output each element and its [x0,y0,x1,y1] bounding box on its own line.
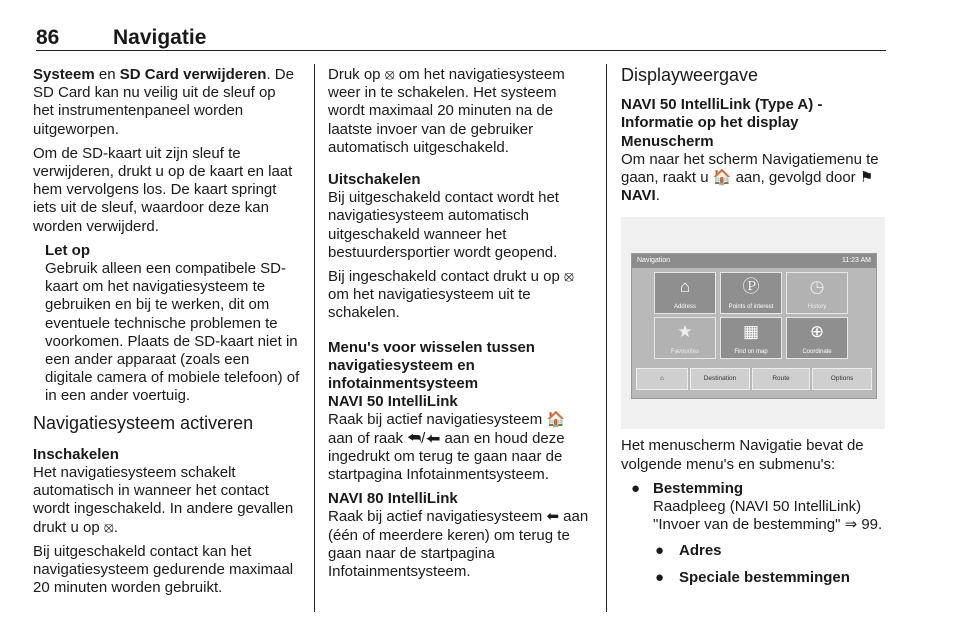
page-number: 86 [36,26,60,49]
tile-label: Find on map [734,349,768,356]
home-button[interactable] [636,368,688,390]
screen-time: 11:23 AM [841,257,871,265]
section-subheading: Menu's voor wisselen tussen navigatiesysteem en infotainmentsysteem [328,338,535,393]
paragraph: Om de SD-kaart uit zijn sleuf te verwijderen, drukt u op de kaart en laat hem vervolgens los. De kaart springt iets uit de sleuf, waardoor deze kan worden verwijderd. [33,144,293,235]
note-title: Let op [45,241,90,259]
tile-label: Favourites [670,349,699,356]
screen [631,253,877,399]
text: . [655,187,660,205]
menu-term: Systeem [33,66,95,83]
subheading: NAVI 50 IntelliLink (Type A) - Informatie op het display [621,96,823,132]
section-heading: Displayweergave [621,65,759,85]
paragraph: Het menuscherm Navigatie bevat de volgende menu's en submenu's: [621,437,864,473]
paragraph [621,151,889,206]
tile-label: Points of interest [728,304,774,311]
text: . De SD Card kan nu veilig uit de sleuf op het instrumentenpaneel worden uitgeworpen. [33,66,294,138]
list-item [621,542,889,560]
options-button[interactable]: Options [812,368,872,390]
list-item-title: Bestemming [653,479,744,497]
home-icon: ⌂ [660,375,664,383]
tile-address[interactable] [654,272,716,314]
home-icon: ⌂ [679,277,691,297]
screen-title: Navigation [637,257,671,265]
column-1 [33,66,300,603]
history-icon: ◷ [809,277,825,297]
navi50-title: NAVI 50 IntelliLink [328,393,458,411]
paragraph [33,66,300,139]
route-button[interactable]: Route [752,368,810,390]
tile-coordinate[interactable] [786,317,848,359]
list-item [621,569,889,587]
menu-term: NAVI [621,187,656,205]
screen-bottom-bar [636,368,872,390]
paragraph: Bij uitgeschakeld contact wordt het navigatiesysteem automatisch uitgeschakeld wanneer het bestuurdersportier wordt geopend. [328,189,559,261]
poi-icon: Ⓟ [742,277,760,297]
tile-history[interactable] [786,272,848,314]
bullet-icon: ● [631,479,641,497]
paragraph: Raak bij actief navigatiesysteem ⬅ aan (één of meerdere keren) om terug te gaan naar de startpagina Infotainmentsysteem. [328,508,589,581]
paragraph: Druk op ⦻ om het navigatiesysteem weer in te schakelen. Het systeem wordt maximaal 20 minuten na de laatste invoer van de gebruiker automatisch uitgeschakeld. [328,66,565,156]
navigation-menu-screenshot [621,217,885,429]
list-item [621,480,889,498]
bullet-icon: ● [655,568,665,586]
list-item-title: Speciale bestemmingen [679,568,850,586]
header-rule [36,50,886,51]
subheading: Menuscherm [621,132,714,150]
list-item-text: Raadpleeg (NAVI 50 IntelliLink) "Invoer van de bestemming" ⇒ 99. [653,498,883,534]
paragraph: Raak bij actief navigatiesysteem 🏠 aan of raak ⮪/⬅ aan en houd deze ingedrukt om terug te gaan naar de startpagina Infotainmentsysteem. [328,411,566,484]
subheading: Uitschakelen [328,171,421,189]
section-heading: Navigatiesysteem activeren [33,412,254,433]
destination-button[interactable]: Destination [690,368,750,390]
menu-term: SD Card verwijderen [119,66,267,83]
column-divider [606,64,607,612]
tile-label: Address [673,304,696,311]
text: en [94,66,120,83]
tile-points-of-interest[interactable] [720,272,782,314]
star-icon: ★ [677,322,693,342]
note-box [45,242,300,406]
screen-status-bar [632,254,876,268]
paragraph: Het navigatiesysteem schakelt automatisch in wanneer het contact wordt ingeschakeld. In andere gevallen drukt u op ⦻. [33,464,294,536]
paragraph: Bij uitgeschakeld contact kan het navigatiesysteem gedurende maximaal 20 minuten worden gebruikt. [33,542,294,597]
list-item-title: Adres [679,542,722,560]
bullet-icon: ● [655,542,665,560]
globe-icon: ⊕ [809,322,825,342]
note-text: Gebruik alleen een compatibele SD-kaart om het navigatiesysteem te gebruiken en bij te werken, dit om eventuele technische problemen te voorkomen. Plaats de SD-kaart niet in een ander apparaat (zoals een digitale camera of mobiele telefoon) of in een ander voertuig. [45,260,300,405]
text: Om naar het scherm Navigatiemenu te gaan, raakt u 🏠 aan, gevolgd door ⚑ [621,150,879,187]
column-3 [621,66,889,587]
column-divider [314,64,315,612]
paragraph: Bij ingeschakeld contact drukt u op ⦻ om het navigatiesysteem uit te schakelen. [328,268,574,322]
navi80-title: NAVI 80 IntelliLink [328,490,458,508]
tile-label: Coordinate [802,349,832,356]
subheading: Inschakelen [33,445,119,463]
page-title: Navigatie [113,26,207,49]
column-2 [328,66,590,587]
tile-favourites[interactable] [654,317,716,359]
map-icon: ▦ [742,322,760,342]
tile-label: History [807,304,827,311]
tile-find-on-map[interactable] [720,317,782,359]
